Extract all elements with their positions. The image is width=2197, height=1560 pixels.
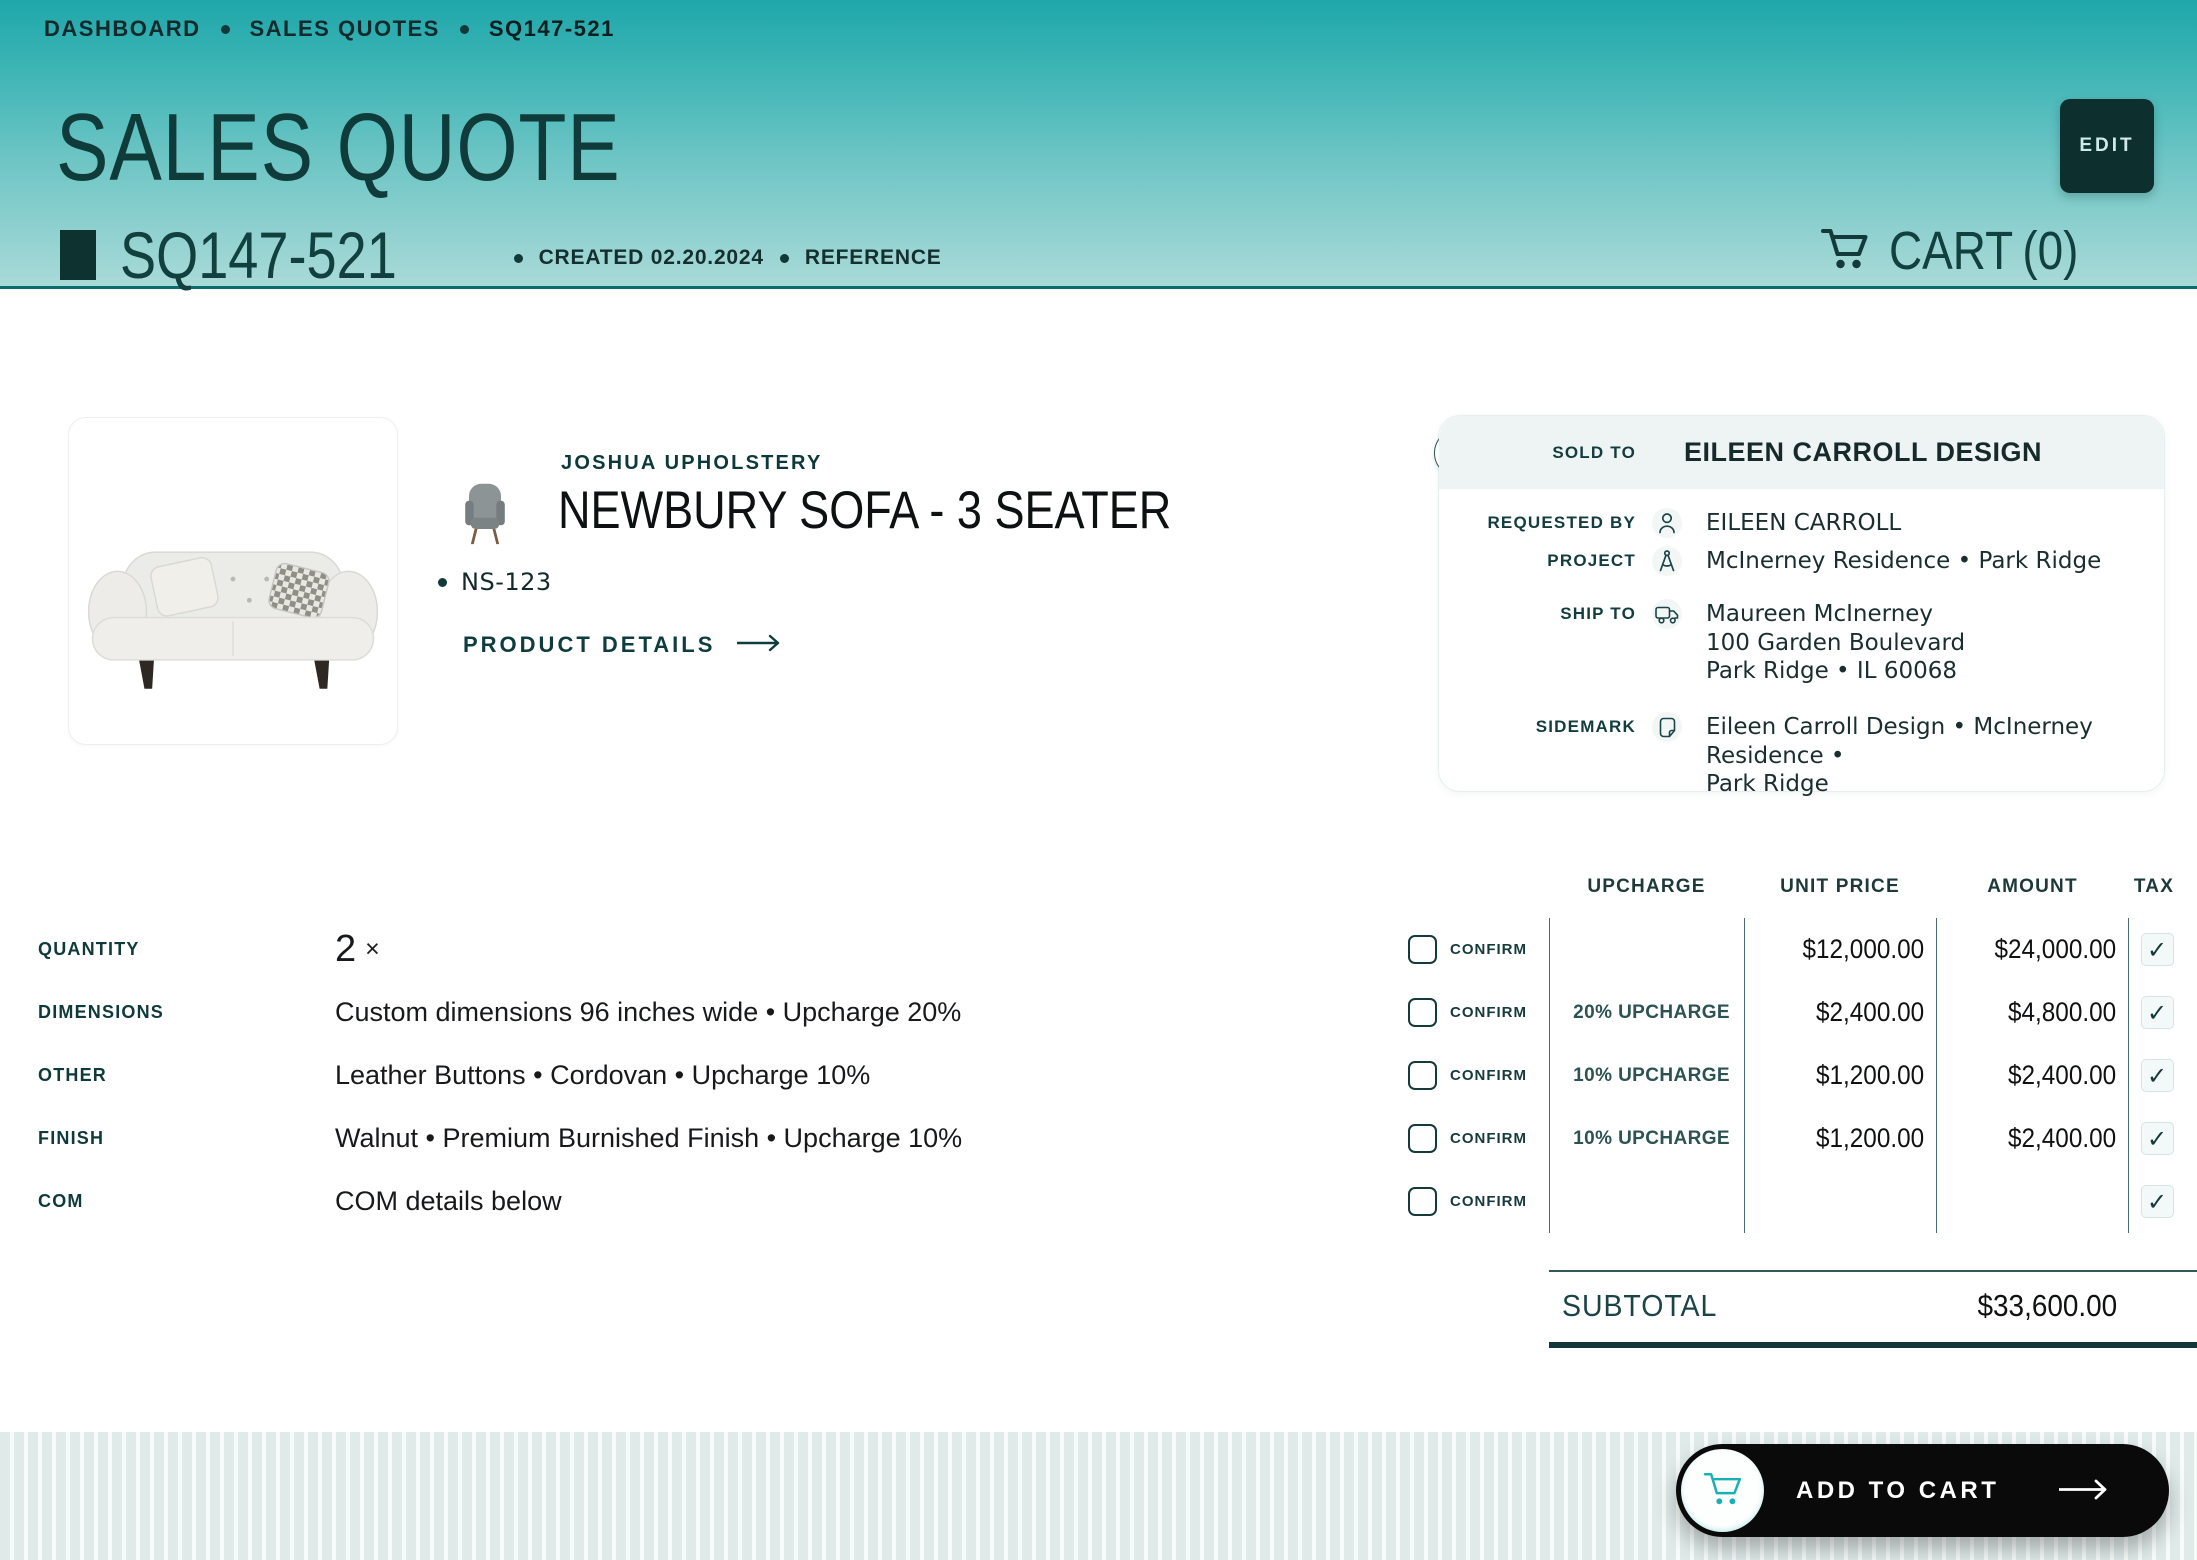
row-label-dimensions: DIMENSIONS bbox=[38, 1002, 165, 1022]
upcharge-dimensions: 20% UPCHARGE bbox=[1549, 981, 1744, 1044]
cart-icon bbox=[1821, 227, 1869, 276]
checkbox-icon[interactable] bbox=[1408, 998, 1437, 1027]
quote-meta bbox=[514, 240, 942, 270]
product-image[interactable] bbox=[68, 417, 398, 745]
meta-dot bbox=[514, 254, 523, 263]
confirm-checkbox-other[interactable]: CONFIRM bbox=[1395, 1044, 1549, 1107]
header-cart[interactable] bbox=[1821, 221, 2112, 281]
confirm-checkbox-quantity[interactable]: CONFIRM bbox=[1395, 918, 1549, 981]
amount-quantity: $24,000.00 bbox=[1936, 918, 2129, 981]
checkbox-icon[interactable] bbox=[1408, 1124, 1437, 1153]
ship-to-address: Maureen McInerney 100 Garden Boulevard Park Ridge • IL 60068 bbox=[1706, 601, 1966, 684]
col-header-upcharge: UPCHARGE bbox=[1587, 876, 1706, 897]
breadcrumb-dashboard[interactable]: DASHBOARD bbox=[44, 16, 201, 41]
tax-checkbox-other[interactable]: ✓ bbox=[2141, 1059, 2174, 1092]
subtotal-row bbox=[1549, 1270, 2197, 1348]
sku-row bbox=[438, 568, 552, 596]
requested-by-row: REQUESTED BY EILEEN CARROLL bbox=[1487, 510, 1902, 536]
upcharge-other: 10% UPCHARGE bbox=[1549, 1044, 1744, 1107]
product-name: NEWBURY SOFA - 3 SEATER bbox=[558, 481, 1172, 540]
amount-finish: $2,400.00 bbox=[1936, 1107, 2129, 1170]
checkbox-icon[interactable] bbox=[1408, 1187, 1437, 1216]
unit-price-finish: $1,200.00 bbox=[1744, 1107, 1936, 1170]
checkbox-icon[interactable] bbox=[1408, 1061, 1437, 1090]
cart-label: CART (0) bbox=[1889, 221, 2079, 281]
subtotal-value: $33,600.00 bbox=[1977, 1288, 2117, 1323]
compass-icon bbox=[1652, 546, 1682, 576]
col-header-unit-price: UNIT PRICE bbox=[1780, 876, 1900, 897]
row-value-other: Leather Buttons • Cordovan • Upcharge 10% bbox=[335, 1060, 871, 1090]
breadcrumb-separator-dot bbox=[221, 25, 230, 34]
breadcrumb-current-quote: SQ147-521 bbox=[488, 16, 615, 41]
breadcrumb-separator-dot bbox=[460, 25, 469, 34]
product-details-link[interactable]: PRODUCT DETAILS bbox=[463, 632, 781, 658]
col-header-tax: TAX bbox=[2133, 876, 2175, 897]
action-bar bbox=[0, 1432, 2197, 1560]
project-row: PROJECT McInerney Residence • Park Ridge bbox=[1547, 548, 2102, 574]
checkbox-icon[interactable] bbox=[1408, 935, 1437, 964]
subtotal-label: SUBTOTAL bbox=[1562, 1288, 1718, 1323]
row-value-com: COM details below bbox=[335, 1186, 562, 1216]
row-label-other: OTHER bbox=[38, 1065, 107, 1085]
unit-price-dimensions: $2,400.00 bbox=[1744, 981, 1936, 1044]
cart-icon bbox=[1703, 1471, 1743, 1510]
sold-to-header bbox=[1439, 416, 2164, 489]
add-to-cart-label: ADD TO CART bbox=[1796, 1476, 2000, 1504]
requested-by-value: EILEEN CARROLL bbox=[1706, 510, 1902, 536]
confirm-checkbox-com[interactable]: CONFIRM bbox=[1395, 1170, 1549, 1233]
arrow-right-icon bbox=[2059, 1478, 2109, 1503]
upcharge-quantity bbox=[1549, 918, 1744, 981]
product-sku: NS-123 bbox=[461, 568, 552, 596]
note-icon bbox=[1652, 712, 1682, 742]
upcharge-com bbox=[1549, 1170, 1744, 1233]
amount-other: $2,400.00 bbox=[1936, 1044, 2129, 1107]
person-icon bbox=[1652, 508, 1682, 538]
upcharge-finish: 10% UPCHARGE bbox=[1549, 1107, 1744, 1170]
tax-checkbox-quantity[interactable]: ✓ bbox=[2141, 933, 2174, 966]
row-label-finish: FINISH bbox=[38, 1128, 105, 1148]
col-header-amount: AMOUNT bbox=[1987, 876, 2078, 897]
sofa-illustration bbox=[79, 504, 387, 697]
sidemark-value: Eileen Carroll Design • McInerney Residence • Park Ridge bbox=[1706, 714, 2093, 797]
quote-id-square-icon bbox=[60, 230, 96, 280]
sold-to-value: EILEEN CARROLL DESIGN bbox=[1684, 437, 2043, 467]
breadcrumb bbox=[44, 16, 615, 42]
brand-chair-thumbnail bbox=[461, 480, 509, 546]
tax-checkbox-finish[interactable]: ✓ bbox=[2141, 1122, 2174, 1155]
customer-panel bbox=[1438, 415, 2165, 797]
unit-price-com bbox=[1744, 1170, 1936, 1233]
tax-checkbox-com[interactable]: ✓ bbox=[2141, 1185, 2174, 1218]
brand-name: JOSHUA UPHOLSTERY bbox=[561, 452, 823, 474]
sidemark-row: SIDEMARK Eileen Carroll Design • McInerney Residence • Park Ridge bbox=[1439, 712, 2144, 799]
confirm-checkbox-finish[interactable]: CONFIRM bbox=[1395, 1107, 1549, 1170]
unit-price-other: $1,200.00 bbox=[1744, 1044, 1936, 1107]
tax-checkbox-dimensions[interactable]: ✓ bbox=[2141, 996, 2174, 1029]
row-value-quantity: 2 × bbox=[335, 928, 380, 970]
breadcrumb-sales-quotes[interactable]: SALES QUOTES bbox=[249, 16, 440, 41]
sold-to-label: SOLD TO bbox=[1552, 442, 1636, 462]
row-label-quantity: QUANTITY bbox=[38, 939, 140, 959]
add-to-cart-button[interactable] bbox=[1676, 1444, 2169, 1537]
created-date: CREATED 02.20.2024 bbox=[538, 246, 764, 269]
amount-com bbox=[1936, 1170, 2129, 1233]
row-value-finish: Walnut • Premium Burnished Finish • Upcharge 10% bbox=[335, 1123, 963, 1153]
meta-dot bbox=[780, 254, 789, 263]
quote-id-row bbox=[60, 218, 942, 292]
reference-label: REFERENCE bbox=[804, 246, 942, 269]
page-title: SALES QUOTE bbox=[56, 94, 621, 201]
amount-dimensions: $4,800.00 bbox=[1936, 981, 2129, 1044]
pricing-table bbox=[0, 856, 2197, 1233]
edit-button[interactable]: EDIT bbox=[2060, 99, 2154, 193]
page-header bbox=[0, 0, 2197, 292]
row-value-dimensions: Custom dimensions 96 inches wide • Upcharge 20% bbox=[335, 997, 962, 1027]
confirm-checkbox-dimensions[interactable]: CONFIRM bbox=[1395, 981, 1549, 1044]
truck-icon bbox=[1652, 599, 1682, 629]
sku-bullet bbox=[438, 578, 447, 587]
quote-id: SQ147-521 bbox=[120, 218, 397, 292]
cart-circle bbox=[1681, 1449, 1764, 1532]
row-label-com: COM bbox=[38, 1191, 84, 1211]
ship-to-row: SHIP TO Maureen McInerney 100 Garden Boulevard Park Ridge • IL 60068 bbox=[1560, 601, 1966, 684]
arrow-right-icon bbox=[737, 634, 781, 657]
unit-price-quantity: $12,000.00 bbox=[1744, 918, 1936, 981]
project-value: McInerney Residence • Park Ridge bbox=[1706, 548, 2102, 574]
